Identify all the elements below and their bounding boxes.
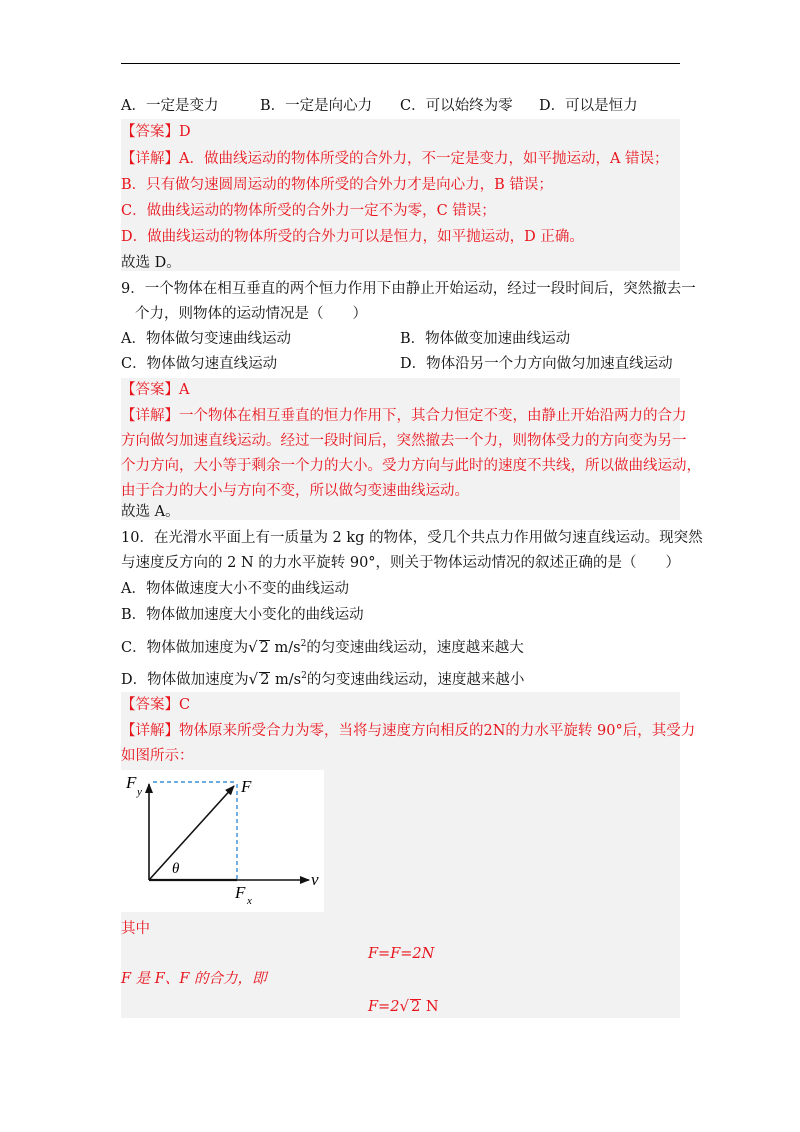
q9-conclusion: 故选 A。 bbox=[121, 504, 180, 520]
resultant-f-arrow bbox=[149, 786, 234, 880]
q8-answer bbox=[121, 123, 191, 141]
q8-conclusion: 故选 D。 bbox=[121, 255, 181, 271]
q10-stem-line-2: 与速度反方向的 2 N 的力水平旋转 90°，则关于物体运动情况的叙述正确的是（ ） bbox=[121, 555, 681, 571]
q8-answer-tag: 【答案】 bbox=[121, 124, 179, 140]
q10-option-a: A．物体做速度大小不变的曲线运动 bbox=[121, 581, 349, 597]
q8-answer-block bbox=[121, 119, 680, 271]
q8-detail-line-1: 【详解】A．做曲线运动的物体所受的合外力，不一定是变力，如平抛运动，A 错误； bbox=[121, 151, 669, 167]
q9-answer: 【答案】A bbox=[121, 382, 190, 398]
q8-option-d: D．可以是恒力 bbox=[539, 98, 638, 114]
q10-equation-1: F=F=2N bbox=[368, 946, 435, 962]
q8-detail-line-3: C．做曲线运动的物体所受的合外力一定不为零，C 错误； bbox=[121, 203, 496, 219]
q8-detail-line-2: B．只有做匀速圆周运动的物体所受的合外力才是向心力，B 错误； bbox=[121, 177, 553, 193]
q9-detail-line-2: 方向做匀加速直线运动。经过一段时间后，突然撤去一个力，则物体受力的方向变为另一 bbox=[121, 433, 687, 449]
force-diagram bbox=[121, 770, 324, 912]
q10-answer-value: C bbox=[179, 697, 191, 713]
header-rule bbox=[121, 63, 680, 64]
q10-answer: 【答案】C bbox=[121, 697, 191, 713]
q9-detail-line-1: 【详解】一个物体在相互垂直的恒力作用下，其合力恒定不变，由静止开始沿两力的合力 bbox=[121, 408, 687, 424]
q8-option-a: A．一定是变力 bbox=[121, 98, 219, 114]
q10-stem-line-1: 10．在光滑水平面上有一质量为 2 kg 的物体，受几个共点力作用做匀速直线运动。现突然 bbox=[121, 530, 703, 546]
q10-option-d: D．物体做加速度为√ 2 $m/s^2$的匀变速曲线运动，速度越来越小 bbox=[121, 669, 525, 688]
q9-option-d: D．物体沿另一个力方向做匀加速直线运动 bbox=[400, 356, 673, 372]
label-f: F bbox=[241, 777, 252, 796]
label-fy: F bbox=[126, 773, 137, 792]
label-v: v bbox=[311, 870, 319, 889]
q10-option-c: C．物体做加速度为√ 2 $m/s^2$的匀变速曲线运动，速度越来越大 bbox=[121, 637, 524, 656]
q10-where: 其中 bbox=[121, 921, 150, 937]
q9-answer-value: A bbox=[179, 382, 190, 398]
q9-stem-line-2: 个力，则物体的运动情况是（ ） bbox=[135, 306, 367, 322]
label-fy-sub: y bbox=[137, 786, 142, 798]
q10-sentence: F 是 F、F 的合力，即 bbox=[121, 971, 267, 987]
q9-stem-line-1: 9．一个物体在相互垂直的两个恒力作用下由静止开始运动，经过一段时间后，突然撤去一 bbox=[121, 281, 696, 297]
q9-option-b: B．物体做变加速曲线运动 bbox=[400, 331, 571, 347]
q10-detail-line-1: 【详解】物体原来所受合力为零，当将与速度方向相反的2N的力水平旋转 90°后，其受力 bbox=[121, 723, 696, 739]
q9-option-c: C．物体做匀速直线运动 bbox=[121, 356, 278, 372]
q9-option-a: A．物体做匀变速曲线运动 bbox=[121, 331, 291, 347]
q10-detail-line-2: 如图所示： bbox=[121, 748, 194, 764]
q10-option-b: B．物体做加速度大小变化的曲线运动 bbox=[121, 607, 364, 623]
q8-option-c: C．可以始终为零 bbox=[400, 98, 513, 114]
force-diagram-svg bbox=[121, 770, 324, 912]
q9-detail-line-4: 由于合力的大小与方向不变，所以做匀变速曲线运动。 bbox=[121, 483, 469, 499]
label-theta: θ bbox=[172, 861, 180, 877]
label-fx: F bbox=[235, 883, 246, 902]
q8-answer-value: D bbox=[179, 124, 191, 140]
label-fx-sub: x bbox=[247, 895, 252, 907]
q8-detail-tag: 【详解】 bbox=[121, 151, 179, 167]
q10-equation-2: F=2√ 2 N bbox=[368, 997, 439, 1015]
q9-detail-line-3: 个力方向，大小等于剩余一个力的大小。受力方向与此时的速度不共线，所以做曲线运动， bbox=[121, 458, 701, 474]
q8-option-b: B．一定是向心力 bbox=[260, 98, 373, 114]
q8-detail-line-4: D．做曲线运动的物体所受的合外力可以是恒力，如平抛运动，D 正确。 bbox=[121, 229, 584, 245]
